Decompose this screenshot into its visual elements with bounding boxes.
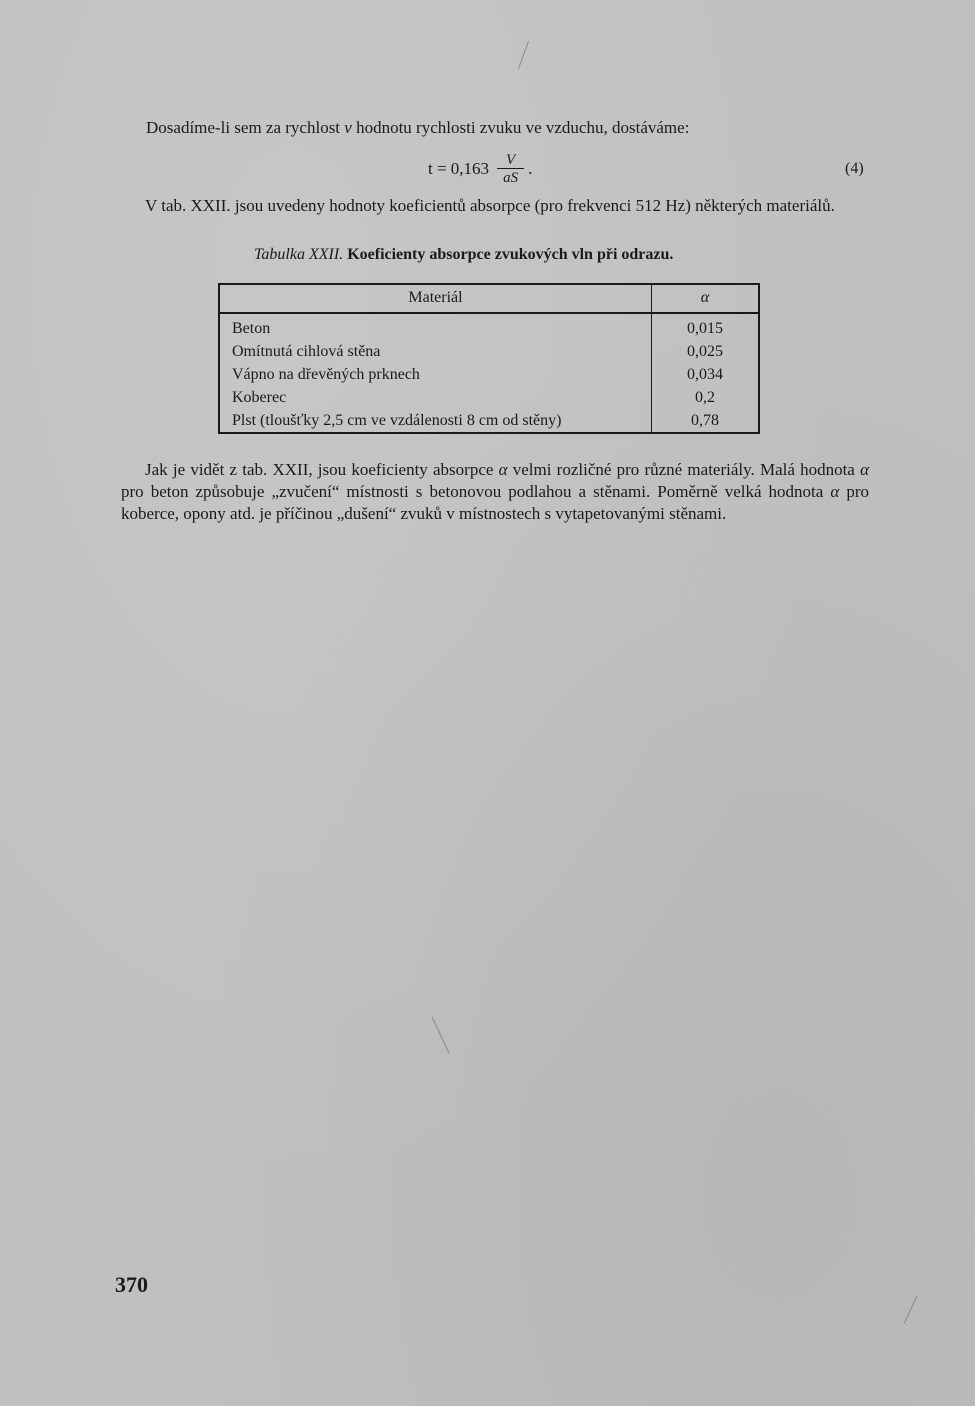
table-row: [220, 409, 758, 432]
alpha-value: 0,025: [687, 343, 723, 360]
material-name: Beton: [232, 320, 271, 337]
alpha-value: 0,2: [695, 389, 715, 406]
absorption-table: [218, 283, 760, 434]
table-body: [220, 317, 758, 432]
material-name: Koberec: [232, 389, 287, 406]
paragraph-table-intro: V tab. XXII. jsou uvedeny hodnoty koeficientů absorpce (pro frekvenci 512 Hz) některých materiálů.: [145, 196, 835, 215]
equation-number: (4): [845, 160, 864, 177]
material-name: Plst (tloušťky 2,5 cm ve vzdálenosti 8 cm od stěny): [232, 412, 562, 429]
intro-text-before: Dosadíme-li sem za rychlost: [146, 118, 345, 137]
scan-mark: [518, 41, 529, 70]
material-name: Omítnutá cihlová stěna: [232, 343, 381, 360]
alpha-value: 0,034: [687, 366, 723, 383]
table-caption: [254, 246, 673, 264]
alpha-symbol: α: [860, 460, 869, 479]
table-caption-label: Tabulka XXII.: [254, 246, 344, 263]
formula-denominator: aS: [497, 168, 524, 186]
alpha-symbol: α: [498, 460, 508, 479]
header-material: Materiál: [408, 289, 463, 306]
alpha-value: 0,015: [687, 320, 723, 337]
material-name: Vápno na dřevěných prknech: [232, 366, 420, 383]
formula-numerator: V: [505, 152, 516, 168]
table-row: [220, 363, 758, 386]
alpha-value: 0,78: [691, 412, 719, 429]
table-caption-title: Koeficienty absorpce zvukových vln při odrazu.: [347, 246, 674, 263]
page-number: 370: [115, 1272, 148, 1297]
intro-variable: v: [344, 118, 352, 137]
formula-lhs: t = 0,163: [428, 159, 490, 178]
conclusion-text-2: velmi rozličné pro různé materiály. Malá hodnota: [507, 460, 861, 479]
table-header: [220, 285, 758, 314]
formula-fraction: [497, 152, 524, 186]
table-row: [220, 386, 758, 409]
intro-line: [146, 117, 689, 139]
scan-mark: [904, 1296, 918, 1324]
paragraph-conclusion: [121, 459, 869, 525]
table-row: [220, 317, 758, 340]
formula-4: [428, 150, 532, 188]
header-alpha: α: [700, 289, 710, 306]
table-row: [220, 340, 758, 363]
scan-mark: [432, 1017, 450, 1054]
conclusion-text-3: pro beton způsobuje „zvučení“ místnosti s betonovou podlahou a stěnami. Poměrně velká hodnota: [121, 482, 831, 501]
conclusion-text-4: pro koberce, opony atd. je příčinou „dušení“ zvuků v místnostech s vytapetovanými stěnami.: [121, 482, 869, 523]
conclusion-text-1: Jak je vidět z tab. XXII, jsou koeficienty absorpce: [145, 460, 499, 479]
intro-text-after: hodnotu rychlosti zvuku ve vzduchu, dostáváme:: [351, 118, 690, 137]
formula-period: .: [528, 159, 533, 178]
alpha-symbol: α: [830, 482, 840, 501]
